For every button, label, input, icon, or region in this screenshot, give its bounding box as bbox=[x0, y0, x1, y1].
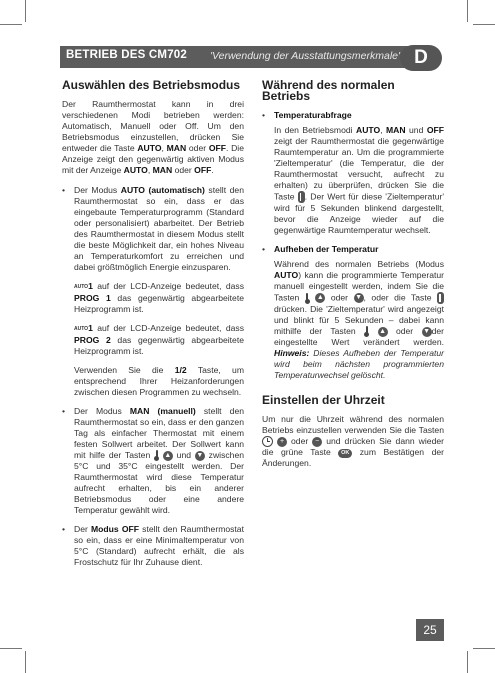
crop-mark bbox=[25, 651, 26, 673]
prog2-paragraph: AUTO1 auf der LCD-Anzeige bedeutet, dass PROG 2 das gegenwärtig abgearbeitete Heizprogramm ist. bbox=[74, 323, 244, 356]
bullet-off: • Der Modus OFF stellt den Raumthermostat so ein, dass er eine Minimaltemperatur von 5°C (Standard) aufrecht erhält, die als Frostschutz für Ihr Zuhause dient. bbox=[62, 524, 244, 568]
ok-button-icon: OK bbox=[338, 449, 352, 458]
subheading-override: • Aufheben der Temperatur bbox=[262, 244, 379, 254]
auto-indicator: AUTO bbox=[74, 326, 89, 332]
crop-mark bbox=[467, 0, 468, 22]
crop-mark bbox=[0, 648, 22, 649]
crop-mark bbox=[473, 24, 495, 25]
minus-button-icon: − bbox=[312, 437, 322, 447]
left-column bbox=[62, 80, 244, 576]
page-number: 25 bbox=[416, 619, 444, 641]
crop-mark bbox=[473, 648, 495, 649]
down-button-icon: ▼ bbox=[423, 327, 431, 335]
header-subtitle: 'Verwendung der Ausstattungsmerkmale' bbox=[210, 50, 400, 62]
crop-mark bbox=[467, 651, 468, 673]
section-header bbox=[60, 46, 420, 68]
heading-normal-operation: Während des normalen Betriebs bbox=[262, 78, 395, 103]
thermometer-icon bbox=[305, 293, 310, 304]
crop-mark bbox=[25, 0, 26, 22]
prog1-paragraph: AUTO1 auf der LCD-Anzeige bedeutet, dass PROG 1 das gegenwärtig abgearbeitete Heizprogramm ist. bbox=[74, 281, 244, 314]
auto-indicator: AUTO bbox=[74, 284, 89, 290]
crop-mark bbox=[0, 24, 22, 25]
thermometer-button-icon bbox=[437, 292, 444, 304]
temp-query-paragraph: In den Betriebsmodi AUTO, MAN und OFF zeigt der Raumthermostat die gegenwärtige Raumtemperatur an. Um die programmierte 'Zieltemperatur' (die Temperatur, die der Raumthermostat versucht, aufrecht zu erhalten) zu überprüfen, drücken Sie die Taste . Der Wert für diese 'Zieltemperatur' wird für 5 Sekunden blinkend dargestellt, bevor die Anzeige wieder auf die gegenwärtige Raumtemperatur wechselt. bbox=[274, 125, 444, 235]
prog-switch-paragraph: Verwenden Sie die 1/2 Taste, um entsprechend Ihrer Heizanforderungen zwischen diesen Programmen zu wechseln. bbox=[74, 365, 244, 397]
thermometer-button-icon bbox=[298, 191, 305, 203]
heading-clock: Einstellen der Uhrzeit bbox=[262, 393, 385, 408]
language-badge: D bbox=[400, 45, 442, 71]
thermometer-icon bbox=[154, 450, 159, 461]
override-paragraph: Während des normalen Betriebs (Modus AUTO) kann die programmierte Temperatur manuell eingestellt werden, indem Sie die Tasten ▲ oder ▼ , oder die Taste drücken. Die 'Zieltemperatur' wird angezeigt und blinkt für 5 Sekunden – dabei kann mithilfe der Tasten ▲ oder ▼ der eingestellte Wert verändert werden. Hinweis: Dieses Aufheben der Temperatur wird beim nächsten programmierten Temperaturwechsel gelöscht. bbox=[274, 259, 445, 381]
subheading-temp-query: • Temperaturabfrage bbox=[262, 110, 352, 120]
bullet-auto: • Der Modus AUTO (automatisch) stellt den Raumthermostat so ein, dass er das eingebaute Temperaturprogramm (Standard oder personalisiert) abarbeitet. Der Betrieb des Raumthermostat in diesem Modus stellt die beste Möglichkeit dar, ein hohes Niveau an Temperaturkomfort zu erreichen und dabei größtmöglich Energie einzusparen. bbox=[62, 185, 244, 272]
thermometer-icon bbox=[364, 326, 369, 337]
up-button-icon: ▲ bbox=[316, 294, 324, 301]
intro-paragraph: Der Raumthermostat kann in drei verschiedenen Modi betrieben werden: Automatisch, Manuell oder Off. Um den Betriebsmodus einzustellen, drücken Sie entweder die Taste AUTO, MAN oder OFF. Die Anzeige zeigt den gegenwärtig aktiven Modus mit der Anzeige AUTO, MAN oder OFF. bbox=[62, 99, 244, 175]
clock-icon bbox=[262, 436, 273, 447]
up-button-icon: ▲ bbox=[164, 451, 172, 459]
plus-button-icon: + bbox=[277, 437, 287, 447]
down-button-icon: ▼ bbox=[355, 294, 363, 301]
heading-mode: Auswählen des Betriebsmodus bbox=[62, 78, 241, 92]
up-button-icon: ▲ bbox=[379, 327, 386, 335]
right-column bbox=[262, 80, 444, 478]
bullet-man: • Der Modus MAN (manuell) stellt den Raumthermostat so ein, dass er den ganzen Tag als einfacher Thermostat mit einem festen Sollwert arbeitet. Der Sollwert kann mit hilfe der Tasten ▲ und ▼ zwischen 5°C und 35°C eingestellt werden. Der Raumthermostat wird diese Temperatur aufrecht erhalten, bis ein anderer Betriebsmodus oder eine andere Temperatur gewählt wird. bbox=[62, 406, 244, 516]
header-title: BETRIEB DES CM702 bbox=[66, 49, 187, 61]
down-button-icon: ▼ bbox=[196, 451, 204, 459]
clock-paragraph: Um nur die Uhrzeit während des normalen Betriebs einzustellen verwenden Sie die Tasten + oder − und drücken Sie dann wieder die grüne Taste OK zum Bestätigen der Änderungen. bbox=[262, 414, 444, 469]
